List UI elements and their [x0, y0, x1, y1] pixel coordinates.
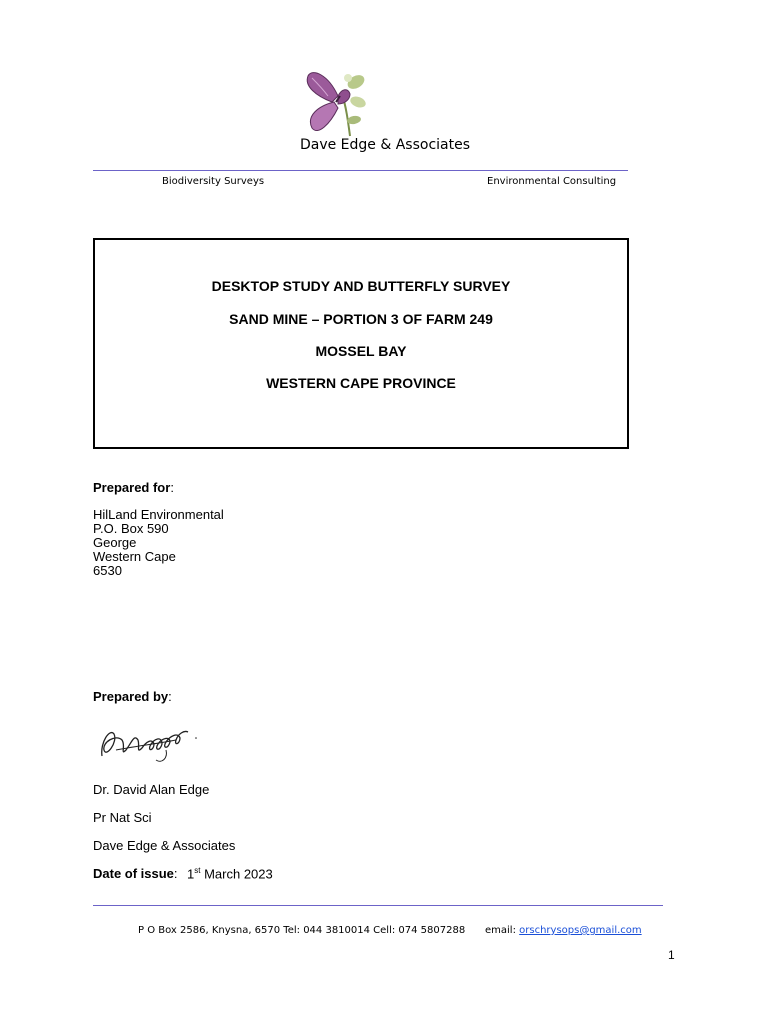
preparer-title: Pr Nat Sci: [93, 810, 152, 825]
date-of-issue-value: 1st March 2023: [187, 866, 273, 882]
prepared-for-heading: Prepared for:: [93, 480, 174, 495]
preparer-name: Dr. David Alan Edge: [93, 782, 210, 797]
page-number: 1: [668, 948, 675, 962]
address-line: P.O. Box 590: [93, 521, 169, 536]
prepared-by-heading: Prepared by:: [93, 689, 172, 704]
address-line: HilLand Environmental: [93, 507, 224, 522]
preparer-company: Dave Edge & Associates: [93, 838, 236, 853]
butterfly-logo-icon: [298, 66, 376, 138]
title-line-2: SAND MINE – PORTION 3 OF FARM 249: [229, 311, 493, 327]
title-line-1: DESKTOP STUDY AND BUTTERFLY SURVEY: [211, 278, 511, 294]
footer-email: email: orschrysops@gmail.com: [485, 925, 642, 936]
footer-contact: P O Box 2586, Knysna, 6570 Tel: 044 3810014 Cell: 074 5807288: [138, 925, 466, 936]
tagline-left: Biodiversity Surveys: [162, 176, 265, 187]
address-line: 6530: [93, 563, 122, 578]
address-line: Western Cape: [93, 549, 176, 564]
tagline-right: Environmental Consulting: [487, 176, 617, 187]
company-name: Dave Edge & Associates: [299, 137, 471, 153]
signature-icon: [96, 720, 206, 766]
title-line-4: WESTERN CAPE PROVINCE: [266, 375, 456, 391]
footer-divider: [93, 905, 663, 906]
date-of-issue-label: Date of issue:: [93, 866, 178, 881]
header-divider: [93, 170, 628, 171]
title-line-3: MOSSEL BAY: [315, 343, 407, 359]
email-link[interactable]: orschrysops@gmail.com: [519, 925, 642, 936]
address-line: George: [93, 535, 137, 550]
prepared-for-address: [93, 508, 224, 578]
